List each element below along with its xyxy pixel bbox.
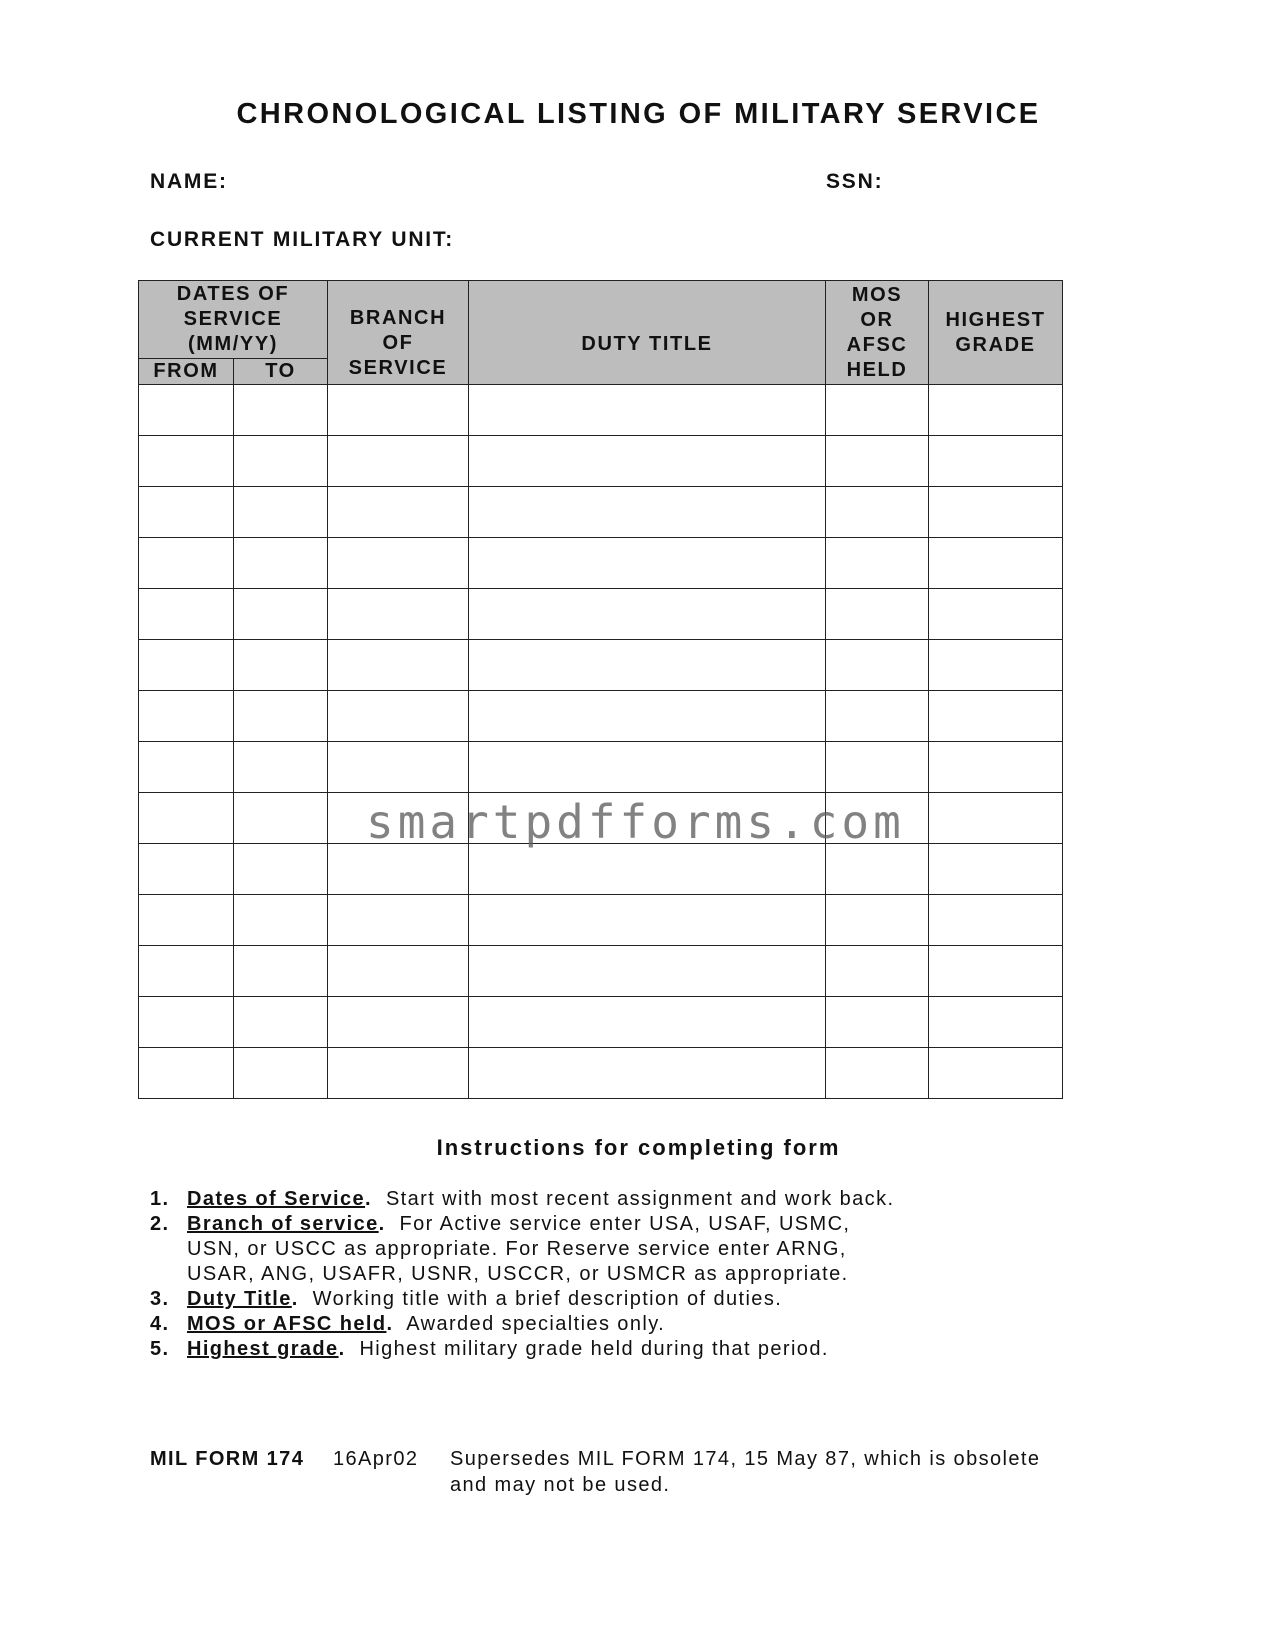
to-cell[interactable] [234, 793, 328, 844]
duty-title-cell[interactable] [469, 538, 826, 589]
highest-grade-cell[interactable] [929, 691, 1063, 742]
mos-afsc-cell[interactable] [826, 844, 929, 895]
mos-afsc-cell[interactable] [826, 589, 929, 640]
mos-afsc-cell[interactable] [826, 487, 929, 538]
highest-grade-cell[interactable] [929, 640, 1063, 691]
from-cell[interactable] [139, 538, 234, 589]
instruction-item: 3. Duty Title. Working title with a brief description of duties. [150, 1288, 783, 1310]
duty-title-cell[interactable] [469, 640, 826, 691]
current-unit-label: CURRENT MILITARY UNIT: [150, 228, 455, 251]
mos-afsc-cell[interactable] [826, 385, 929, 436]
table-row [139, 895, 1063, 946]
highest-grade-cell[interactable] [929, 538, 1063, 589]
from-cell[interactable] [139, 589, 234, 640]
table-row [139, 691, 1063, 742]
to-cell[interactable] [234, 1048, 328, 1099]
mos-afsc-cell[interactable] [826, 640, 929, 691]
highest-grade-cell[interactable] [929, 997, 1063, 1048]
highest-grade-cell[interactable] [929, 742, 1063, 793]
duty-title-cell[interactable] [469, 895, 826, 946]
table-row [139, 385, 1063, 436]
branch-cell[interactable] [328, 487, 469, 538]
highest-grade-cell[interactable] [929, 487, 1063, 538]
instruction-heading: Dates of Service [187, 1188, 366, 1210]
table-row [139, 997, 1063, 1048]
form-date: 16Apr02 [333, 1448, 419, 1470]
to-cell[interactable] [234, 436, 328, 487]
to-cell[interactable] [234, 385, 328, 436]
to-cell[interactable] [234, 589, 328, 640]
highest-grade-cell[interactable] [929, 1048, 1063, 1099]
branch-cell[interactable] [328, 997, 469, 1048]
branch-cell[interactable] [328, 589, 469, 640]
mos-afsc-cell[interactable] [826, 895, 929, 946]
table-row [139, 1048, 1063, 1099]
name-label: NAME: [150, 170, 228, 193]
from-cell[interactable] [139, 844, 234, 895]
to-cell[interactable] [234, 691, 328, 742]
instruction-heading: MOS or AFSC held [187, 1313, 387, 1335]
to-header: TO [234, 359, 328, 385]
to-cell[interactable] [234, 538, 328, 589]
instruction-text: Highest military grade held during that period. [359, 1338, 829, 1360]
dates-of-service-header: DATES OF SERVICE (MM/YY) [139, 281, 328, 359]
duty-title-cell[interactable] [469, 997, 826, 1048]
to-cell[interactable] [234, 844, 328, 895]
instructions-list [150, 1187, 910, 1362]
branch-cell[interactable] [328, 691, 469, 742]
from-cell[interactable] [139, 793, 234, 844]
instructions-title: Instructions for completing form [436, 1135, 841, 1160]
table-row [139, 589, 1063, 640]
from-cell[interactable] [139, 742, 234, 793]
mos-afsc-cell[interactable] [826, 997, 929, 1048]
mos-afsc-header: MOS OR AFSC HELD [826, 281, 929, 385]
highest-grade-cell[interactable] [929, 895, 1063, 946]
highest-grade-cell[interactable] [929, 793, 1063, 844]
branch-cell[interactable] [328, 742, 469, 793]
from-cell[interactable] [139, 691, 234, 742]
from-cell[interactable] [139, 487, 234, 538]
instruction-text: Awarded specialties only. [406, 1313, 666, 1335]
to-cell[interactable] [234, 946, 328, 997]
from-cell[interactable] [139, 640, 234, 691]
branch-cell[interactable] [328, 844, 469, 895]
duty-title-cell[interactable] [469, 946, 826, 997]
instruction-item: 4. MOS or AFSC held. Awarded specialties only. [150, 1313, 666, 1335]
highest-grade-cell[interactable] [929, 436, 1063, 487]
mos-afsc-cell[interactable] [826, 436, 929, 487]
instruction-heading: Branch of service [187, 1213, 379, 1235]
branch-of-service-header: BRANCH OF SERVICE [328, 281, 469, 385]
supersedes-note: Supersedes MIL FORM 174, 15 May 87, which is obsolete and may not be used. [450, 1448, 1041, 1496]
branch-cell[interactable] [328, 436, 469, 487]
watermark: smartpdfforms.com [366, 795, 905, 849]
duty-title-cell[interactable] [469, 844, 826, 895]
branch-cell[interactable] [328, 538, 469, 589]
to-cell[interactable] [234, 487, 328, 538]
instruction-text: For Active service enter USA, USAF, USMC, USN, or USCC as appropriate. For Reserve service enter ARNG, USAR, ANG, USAFR, USNR, USCCR, or USMCR as appropriate. [187, 1213, 851, 1285]
service-table [138, 280, 1063, 1099]
instruction-text: Start with most recent assignment and work back. [385, 1188, 895, 1210]
duty-title-cell[interactable] [469, 589, 826, 640]
form-id: MIL FORM 174 [150, 1448, 305, 1470]
duty-title-cell[interactable] [469, 487, 826, 538]
duty-title-cell[interactable] [469, 1048, 826, 1099]
mos-afsc-cell[interactable] [826, 742, 929, 793]
from-cell[interactable] [139, 436, 234, 487]
mos-afsc-cell[interactable] [826, 946, 929, 997]
from-header: FROM [139, 359, 234, 385]
duty-title-cell[interactable] [469, 742, 826, 793]
instruction-item: 2. Branch of service. For Active service enter USA, USAF, USMC, USN, or USCC as appropriate. For Reserve service enter ARNG, USAR, ANG, USAFR, USNR, USCCR, or USMCR as appropriate. [150, 1213, 851, 1285]
branch-cell[interactable] [328, 385, 469, 436]
mos-afsc-cell[interactable] [826, 1048, 929, 1099]
instruction-item: 5. Highest grade. Highest military grade held during that period. [150, 1338, 829, 1360]
branch-cell[interactable] [328, 1048, 469, 1099]
form-title: CHRONOLOGICAL LISTING OF MILITARY SERVICE [236, 98, 1041, 130]
from-cell[interactable] [139, 946, 234, 997]
duty-title-cell[interactable] [469, 691, 826, 742]
duty-title-cell[interactable] [469, 436, 826, 487]
to-cell[interactable] [234, 997, 328, 1048]
table-row [139, 640, 1063, 691]
highest-grade-cell[interactable] [929, 589, 1063, 640]
instruction-text: Working title with a brief description of duties. [312, 1288, 783, 1310]
table-row [139, 742, 1063, 793]
to-cell[interactable] [234, 895, 328, 946]
service-table-body [139, 385, 1063, 1099]
branch-cell[interactable] [328, 895, 469, 946]
mos-afsc-cell[interactable] [826, 691, 929, 742]
highest-grade-cell[interactable] [929, 844, 1063, 895]
mos-afsc-cell[interactable] [826, 538, 929, 589]
highest-grade-header: HIGHEST GRADE [929, 281, 1063, 385]
duty-title-cell[interactable] [469, 385, 826, 436]
branch-cell[interactable] [328, 946, 469, 997]
to-cell[interactable] [234, 640, 328, 691]
duty-title-header: DUTY TITLE [469, 281, 826, 385]
from-cell[interactable] [139, 895, 234, 946]
ssn-label: SSN: [826, 170, 884, 193]
table-row [139, 538, 1063, 589]
to-cell[interactable] [234, 742, 328, 793]
table-row [139, 436, 1063, 487]
table-row [139, 487, 1063, 538]
table-row [139, 946, 1063, 997]
table-row [139, 844, 1063, 895]
from-cell[interactable] [139, 1048, 234, 1099]
from-cell[interactable] [139, 385, 234, 436]
branch-cell[interactable] [328, 640, 469, 691]
instruction-item: 1. Dates of Service. Start with most recent assignment and work back. [150, 1188, 895, 1210]
highest-grade-cell[interactable] [929, 385, 1063, 436]
instruction-heading: Highest grade [187, 1338, 339, 1360]
instruction-heading: Duty Title [187, 1288, 292, 1310]
from-cell[interactable] [139, 997, 234, 1048]
highest-grade-cell[interactable] [929, 946, 1063, 997]
